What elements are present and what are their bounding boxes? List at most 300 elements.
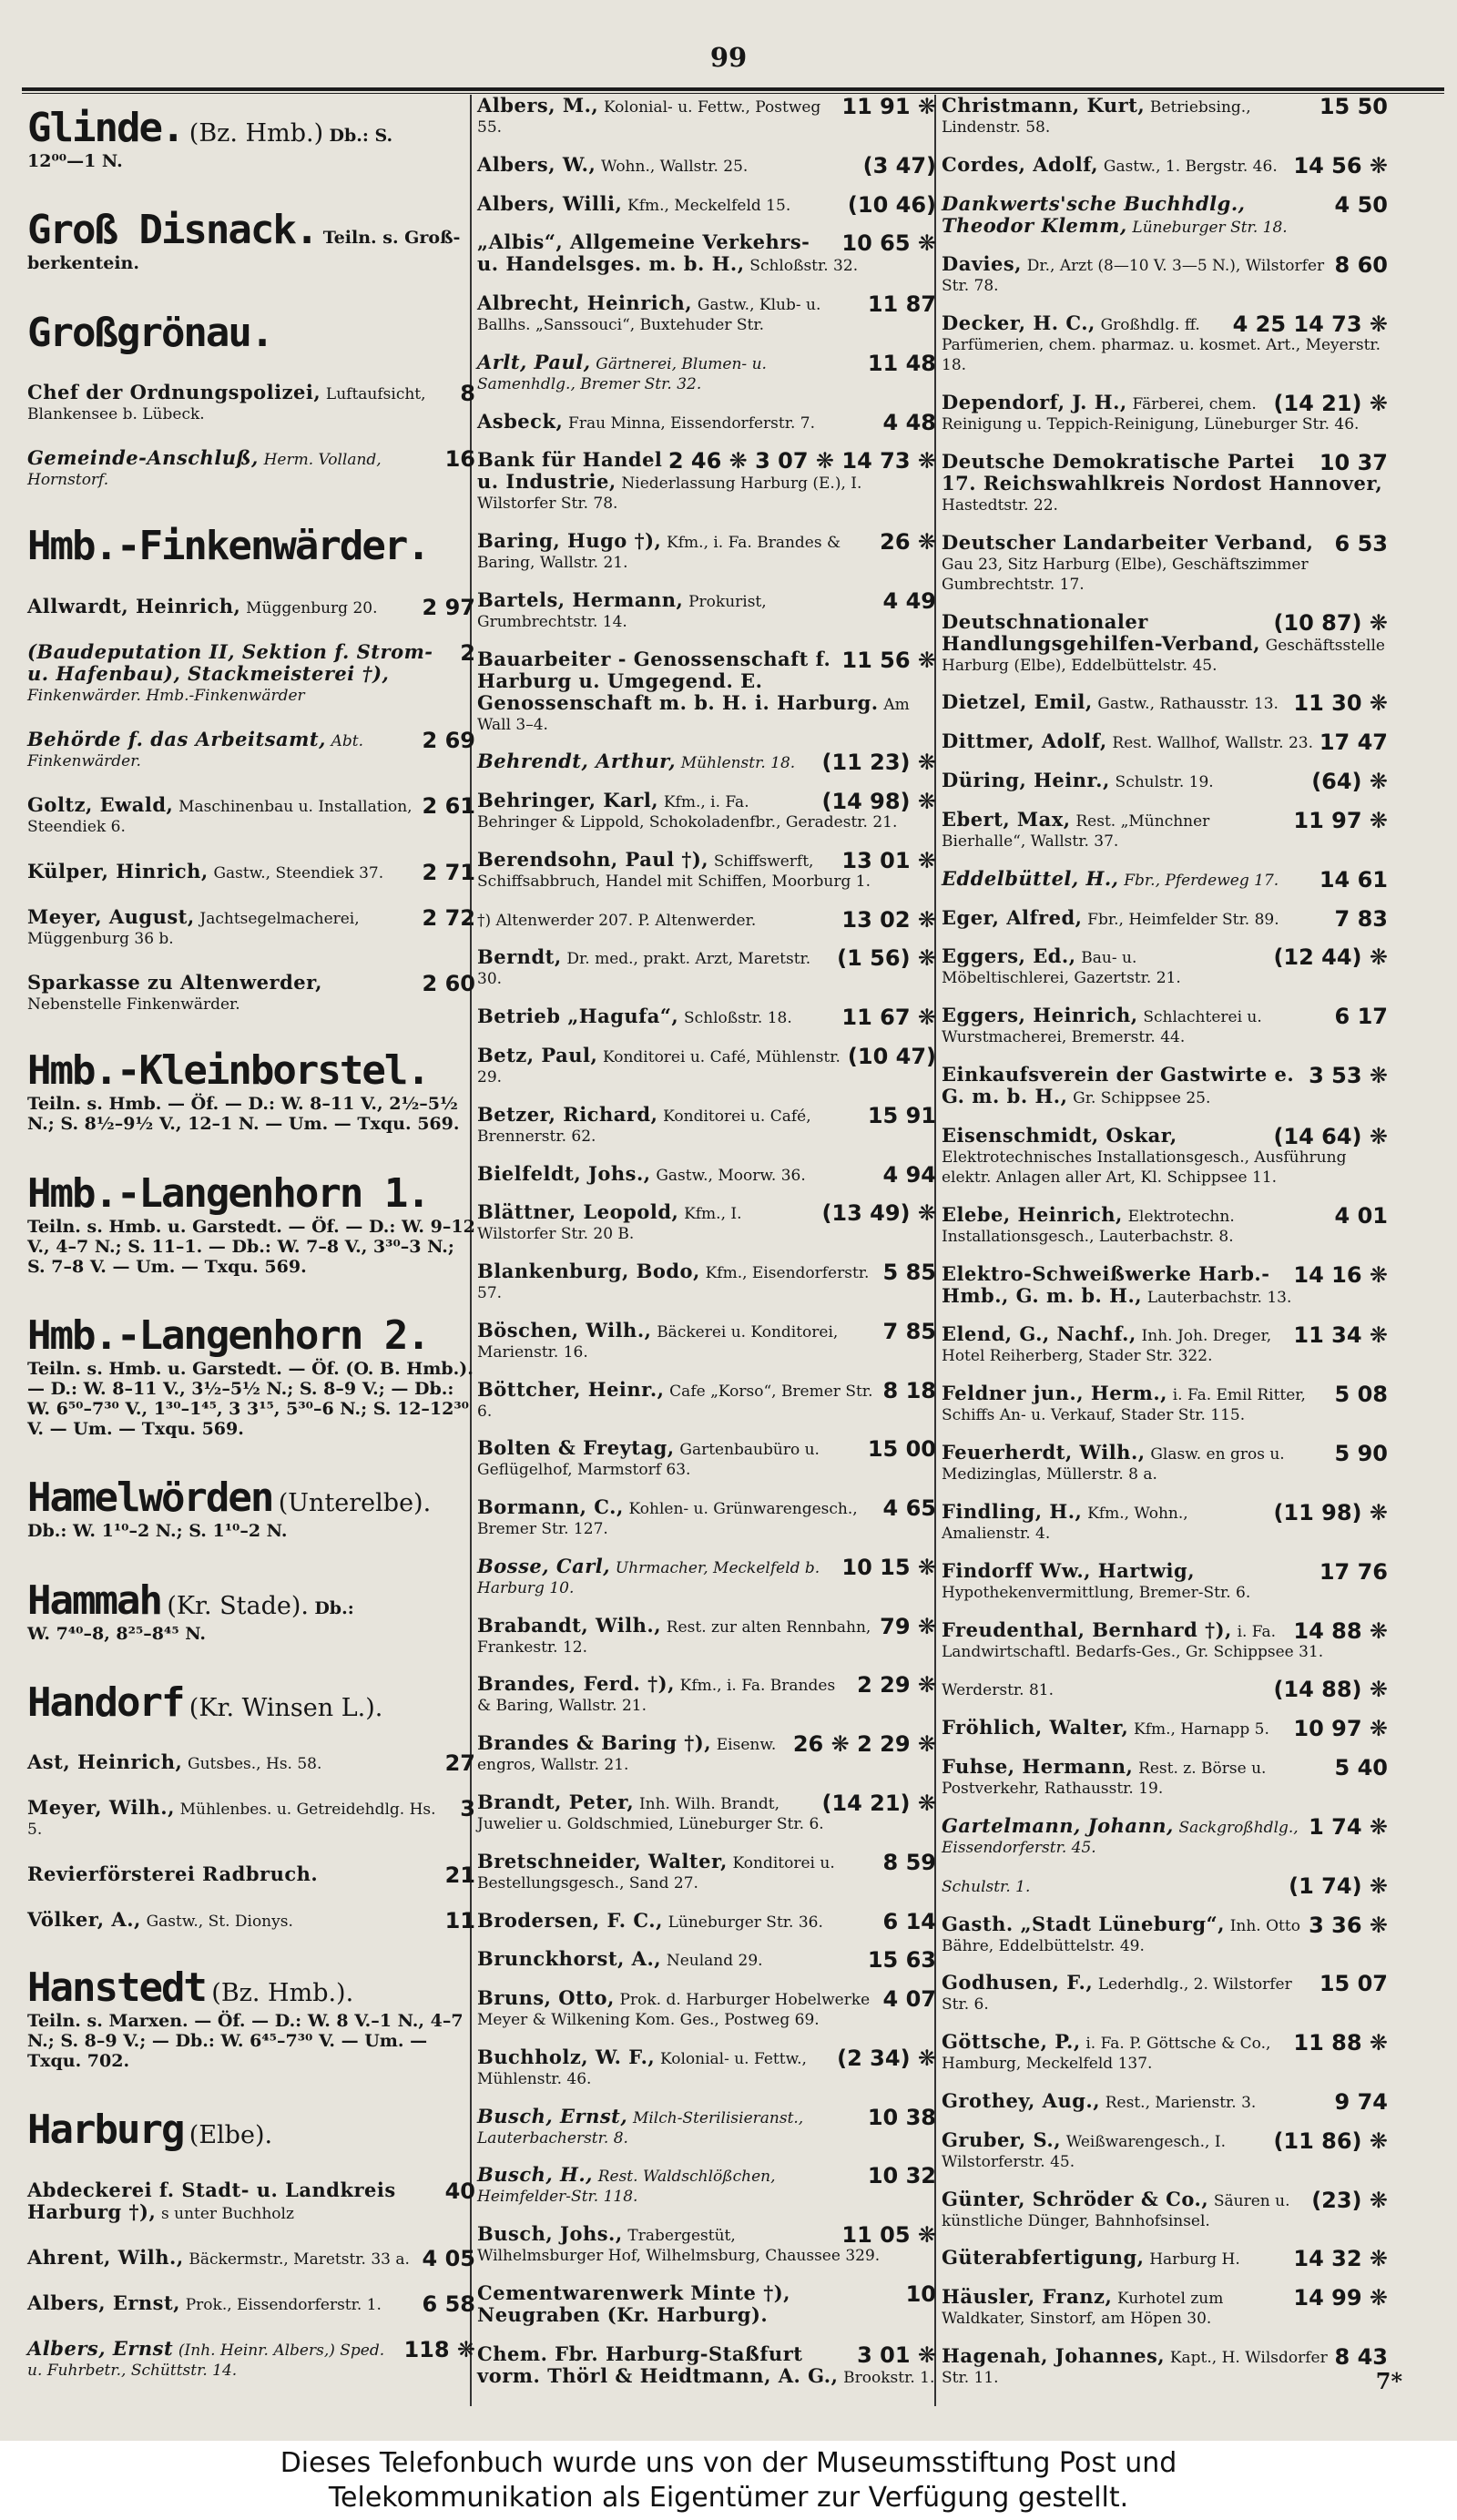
subscriber-details: Schulstr. 1. — [942, 1877, 1031, 1896]
subscriber-name: Cementwarenwerk Minte †), Neugraben (Kr. Harburg). — [477, 2280, 790, 2326]
directory-entry — [938, 532, 1391, 596]
subscriber-name: Davies, — [942, 252, 1022, 276]
directory-entry — [24, 1797, 479, 1841]
phone-number: 7 85 — [882, 1318, 936, 1344]
phone-number: 7 83 — [1334, 905, 1388, 932]
subscriber-details: Luftaufsicht, Blankensee b. Lübeck. — [27, 384, 426, 423]
directory-entry — [24, 1863, 479, 1887]
subscriber-name: Ebert, Max, — [942, 807, 1071, 831]
directory-entry — [474, 95, 940, 138]
subscriber-details: Jachtsegelmacherei, Müggenburg 36 b. — [27, 909, 360, 948]
subscriber-details: Kfm., Meckelfeld 15. — [627, 196, 791, 215]
subscriber-details: Prokurist, Grumbrechtstr. 14. — [477, 592, 767, 631]
subscriber-details: Harburg H. — [1149, 2250, 1240, 2270]
directory-entry — [474, 2223, 940, 2267]
subscriber-details: Rest. Waldschlößchen, Heimfelder-Str. 118. — [477, 2168, 776, 2207]
place-name: Groß Disnack. — [27, 207, 318, 254]
subscriber-details: Hastedtstr. 22. — [942, 495, 1058, 515]
phone-number: 4 49 — [882, 587, 936, 614]
subscriber-details: Am Wall 3–4. — [477, 695, 910, 734]
directory-entry — [938, 1756, 1391, 1800]
subscriber-details: Glasw. en gros u. Medizinglas, Müllerstr. 8 a. — [942, 1445, 1285, 1484]
phone-number: 11 34 ❋ — [1293, 1322, 1388, 1349]
directory-entry — [938, 1560, 1391, 1604]
directory-entry — [938, 2090, 1391, 2114]
subscriber-name: Arlt, Paul, — [477, 350, 591, 373]
subscriber-details: Gastw., Steendiek 37. — [213, 863, 384, 883]
directory-entry — [474, 449, 940, 515]
subscriber-name: Busch, H., — [477, 2163, 593, 2187]
subscriber-name: Albrecht, Heinrich, — [477, 291, 693, 315]
subscriber-details: Kfm., I. Wilstorfer Str. 20 B. — [477, 1205, 742, 1244]
place-region: (Kr. Stade). — [167, 1591, 309, 1620]
phone-number: 13 02 ❋ — [841, 906, 936, 933]
place-heading — [24, 513, 479, 573]
phone-number: 10 65 ❋ — [841, 230, 936, 257]
directory-entry — [474, 1615, 940, 1658]
subscriber-details: Kohlen- u. Grünwarengesch., Bremer Str. 127. — [477, 1500, 858, 1539]
subscriber-details: Rest. z. Börse u. Postverkehr, Rathausstr. 19. — [942, 1760, 1267, 1799]
subscriber-name: Eger, Alfred, — [942, 905, 1083, 929]
phone-number: 1 74 ❋ — [1309, 1813, 1388, 1840]
subscriber-name: Allwardt, Heinrich, — [27, 594, 241, 617]
subscriber-name: Baring, Hugo †), — [477, 529, 662, 553]
place-heading — [24, 1567, 479, 1648]
subscriber-name: Brabandt, Wilh., — [477, 1613, 662, 1637]
place-name: Hmb.-Langenhorn 1. — [27, 1169, 429, 1217]
phone-number: (3 47) — [862, 152, 936, 179]
directory-entry — [24, 382, 479, 425]
subscriber-name: Christmann, Kurt, — [942, 95, 1146, 117]
directory-entry — [474, 2343, 940, 2389]
column-2 — [474, 95, 940, 2404]
place-heading — [24, 1669, 479, 1729]
directory-entry — [474, 1496, 940, 1540]
subscriber-name: Bormann, C., — [477, 1495, 624, 1519]
subscriber-details: Gastw., St. Dionys. — [146, 1912, 293, 1931]
phone-number: 5 08 — [1334, 1382, 1388, 1408]
phone-number: (14 88) ❋ — [1273, 1677, 1388, 1703]
phone-number: 8 43 — [1334, 2344, 1388, 2371]
place-name: Hmb.-Langenhorn 2. — [27, 1311, 429, 1359]
subscriber-name: Hagenah, Johannes, — [942, 2344, 1166, 2368]
subscriber-details: Hypothekenvermittlung, Bremer-Str. 6. — [942, 1583, 1251, 1602]
place-name: Hmb.-Finkenwärder. — [27, 523, 429, 570]
footer-line-2: Telekommunikation als Eigentümer zur Verfügung gestellt. — [328, 2482, 1129, 2514]
directory-entry — [474, 1320, 940, 1363]
phone-number: 4 25 14 73 ❋ — [1232, 311, 1388, 338]
subscriber-details: Lederhdlg., 2. Wilstorfer Str. 6. — [942, 1975, 1292, 2015]
phone-number: (1 56) ❋ — [837, 945, 936, 972]
subscriber-details: Lauterbachstr. 13. — [1146, 1288, 1292, 1307]
directory-entry — [474, 849, 940, 893]
phone-number: 40 — [444, 2178, 475, 2204]
phone-number: 21 — [444, 1862, 475, 1888]
subscriber-details: Gastw., 1. Bergstr. 46. — [1103, 157, 1278, 176]
subscriber-details: Gastw., Rathausstr. 13. — [1097, 695, 1279, 714]
subscriber-name: Elebe, Heinrich, — [942, 1202, 1123, 1226]
subscriber-details: Gau 23, Sitz Harburg (Elbe), Geschäftszimmer Gumbrechtstr. 17. — [942, 555, 1309, 594]
place-name: Hamelwörden — [27, 1474, 273, 1522]
place-name: Hanstedt — [27, 1964, 206, 2012]
directory-entry — [938, 809, 1391, 852]
directory-entry — [474, 1732, 940, 1776]
subscriber-details: Bäckermstr., Maretstr. 33 a. — [188, 2250, 410, 2269]
phone-number: 2 71 — [422, 859, 475, 885]
subscriber-details: Neuland 29. — [666, 1952, 763, 1971]
directory-entry — [24, 861, 479, 884]
phone-number: 4 94 — [882, 1161, 936, 1188]
subscriber-name: Freudenthal, Bernhard †), — [942, 1617, 1232, 1641]
directory-entry — [474, 530, 940, 574]
subscriber-name: Buchholz, W. F., — [477, 2045, 656, 2068]
phone-number: 118 ❋ — [403, 2337, 475, 2363]
directory-entry — [24, 1909, 479, 1933]
subscriber-name: Gasth. „Stadt Lüneburg“, — [942, 1912, 1225, 1935]
directory-entry — [474, 352, 940, 395]
directory-entry — [938, 1125, 1391, 1189]
place-service-hours: Teiln. s. Hmb. u. Garstedt. — Öf. — D.: W. 9–12 V., 4–7 N.; S. 11–1. — Db.: W. 7–8 V., 3³⁰–3 N.; S. 7–8 V. — Um. — Txqu. 569. — [27, 1216, 475, 1277]
phone-number: (10 47) — [847, 1044, 936, 1070]
phone-number: 11 — [444, 1907, 475, 1933]
phone-number: 6 17 — [1334, 1004, 1388, 1030]
subscriber-details: Kurhotel zum Waldkater, Sinstorf, am Höpen 30. — [942, 2290, 1224, 2329]
directory-entry — [474, 411, 940, 434]
directory-entry — [938, 907, 1391, 931]
subscriber-details: Schulstr. 19. — [1115, 773, 1214, 792]
directory-entry — [474, 1201, 940, 1245]
place-service-hours: berkentein. — [27, 253, 139, 274]
subscriber-details: Kfm., Eisendorferstr. 57. — [477, 1264, 870, 1303]
subscriber-name: Betz, Paul, — [477, 1044, 598, 1067]
directory-entry — [474, 946, 940, 990]
subscriber-name: Bauarbeiter - Genossenschaft f. Harburg u. Umgegend. E. Genossenschaft m. b. H. i. Harburg. — [477, 647, 879, 714]
subscriber-name: Böschen, Wilh., — [477, 1318, 652, 1342]
phone-number: 8 59 — [882, 1849, 936, 1875]
subscriber-name: Ahrent, Wilh., — [27, 2245, 184, 2269]
subscriber-details: Rest. Wallhof, Wallstr. 23. — [1112, 734, 1313, 753]
subscriber-details: (Inh. Heinr. Albers,) Sped. u. Fuhrbetr., Schüttstr. 14. — [27, 2341, 385, 2381]
subscriber-name: Dietzel, Emil, — [942, 690, 1093, 714]
subscriber-details: Uhrmacher, Meckelfeld b. Harburg 10. — [477, 1558, 820, 1597]
subscriber-details: Maschinenbau u. Installation, Steendiek 6. — [27, 798, 413, 837]
phone-number: 10 15 ❋ — [841, 1554, 936, 1580]
directory-entry — [938, 1442, 1391, 1485]
directory-entry — [24, 2247, 479, 2270]
place-heading — [24, 1302, 479, 1443]
phone-number: 4 65 — [882, 1495, 936, 1522]
phone-number: 10 — [905, 2280, 936, 2307]
subscriber-name: Dependorf, J. H., — [942, 391, 1127, 414]
phone-number: 14 32 ❋ — [1293, 2246, 1388, 2272]
directory-entry — [474, 2164, 940, 2208]
subscriber-details: Elektrotechn. Installationsgesch., Lauterbachstr. 8. — [942, 1207, 1235, 1246]
subscriber-name: Deutscher Landarbeiter Verband, — [942, 530, 1314, 554]
subscriber-name: Fröhlich, Walter, — [942, 1716, 1129, 1740]
subscriber-details: Mühlenbes. u. Getreidehdlg. Hs. 5. — [27, 1801, 436, 1840]
directory-entry — [474, 1910, 940, 1933]
phone-number: 15 07 — [1319, 1971, 1388, 1997]
subscriber-name: Feldner jun., Herm., — [942, 1382, 1167, 1405]
subscriber-details: Dr., Arzt (8—10 V. 3—5 N.), Wilstorfer Str. 78. — [942, 257, 1325, 296]
phone-number: 27 — [444, 1750, 475, 1777]
directory-entry — [938, 1717, 1391, 1740]
directory-entry — [474, 2046, 940, 2090]
phone-number: (14 21) ❋ — [821, 1790, 936, 1816]
directory-entry — [24, 596, 479, 619]
subscriber-details: Mühlenstr. 18. — [680, 754, 796, 773]
phone-number: 10 38 — [867, 2104, 936, 2130]
phone-number: 10 32 — [867, 2163, 936, 2189]
subscriber-name: Albers, Ernst — [27, 2337, 174, 2361]
subscriber-name: Meyer, August, — [27, 904, 195, 928]
place-suffix: Db.: S. — [329, 126, 393, 146]
phone-number: (12 44) ❋ — [1273, 944, 1388, 971]
place-name: Hammah — [27, 1576, 161, 1624]
directory-entry — [474, 1791, 940, 1835]
subscriber-name: Behörde f. das Arbeitsamt, — [27, 728, 326, 751]
phone-number: 4 07 — [882, 1986, 936, 2013]
phone-number: 14 56 ❋ — [1293, 152, 1388, 179]
subscriber-name: Dittmer, Adolf, — [942, 729, 1107, 753]
subscriber-name: Busch, Ernst, — [477, 2104, 628, 2127]
subscriber-name: Bartels, Hermann, — [477, 587, 684, 611]
subscriber-details: Gastw., Moorw. 36. — [656, 1166, 806, 1185]
subscriber-name: Behrendt, Arthur, — [477, 750, 677, 773]
phone-number: 5 40 — [1334, 1755, 1388, 1781]
directory-entry — [24, 2338, 479, 2382]
phone-number: 3 — [460, 1796, 475, 1822]
subscriber-details: Schiffswerft, Schiffsabbruch, Handel mit Schiffen, Moorburg 1. — [477, 852, 871, 891]
directory-entry — [938, 730, 1391, 754]
subscriber-name: Einkaufsverein der Gastwirte e. G. m. b. H., — [942, 1063, 1295, 1108]
directory-entry — [474, 750, 940, 774]
directory-entry — [474, 1948, 940, 1972]
subscriber-details: Frau Minna, Eissendorferstr. 7. — [568, 413, 816, 433]
subscriber-name: Albers, Ernst, — [27, 2291, 180, 2315]
subscriber-details: Gr. Schippsee 25. — [1073, 1089, 1211, 1108]
subscriber-details: Kfm., Wohn., Amalienstr. 4. — [942, 1504, 1188, 1543]
directory-entry — [24, 641, 479, 707]
subscriber-name: Feuerherdt, Wilh., — [942, 1441, 1146, 1464]
directory-entry — [474, 589, 940, 633]
phone-number: (13 49) ❋ — [821, 1200, 936, 1227]
place-name: Harburg — [27, 2107, 184, 2154]
subscriber-details: Wohn., Wallstr. 25. — [601, 157, 749, 176]
phone-number: 11 87 — [867, 291, 936, 318]
phone-number: (1 74) ❋ — [1289, 1872, 1388, 1899]
place-service-hours: Db.: W. 1¹⁰–2 N.; S. 1¹⁰–2 N. — [27, 1521, 288, 1542]
directory-entry — [938, 1005, 1391, 1048]
subscriber-details: i. Fa. Emil Ritter, Schiffs An- u. Verkauf, Stader Str. 115. — [942, 1386, 1306, 1425]
place-heading — [24, 1160, 479, 1280]
subscriber-name: Berendsohn, Paul †), — [477, 847, 709, 871]
subscriber-name: Findling, H., — [942, 1499, 1083, 1523]
subscriber-name: Grothey, Aug., — [942, 2088, 1101, 2112]
subscriber-details: Brookstr. 1. — [843, 2368, 935, 2387]
phone-number: 4 01 — [1334, 1202, 1388, 1229]
subscriber-name: Goltz, Ewald, — [27, 793, 174, 817]
subscriber-details: Prok., Eissendorferstr. 1. — [185, 2296, 382, 2315]
phone-number: 10 97 ❋ — [1293, 1716, 1388, 1742]
place-service-hours: 12⁰⁰—1 N. — [27, 151, 123, 171]
subscriber-name: Eddelbüttel, H., — [942, 866, 1119, 890]
directory-entry — [474, 1045, 940, 1088]
subscriber-name: Bank für Handel u. Industrie, — [477, 448, 663, 494]
footer-line-1: Dieses Telefonbuch wurde uns von der Museumsstiftung Post und — [280, 2447, 1177, 2479]
directory-entry — [938, 253, 1391, 297]
directory-entry — [938, 1874, 1391, 1898]
place-region: (Unterelbe). — [278, 1489, 432, 1518]
phone-number: 6 53 — [1334, 530, 1388, 556]
directory-entry — [24, 794, 479, 838]
subscriber-name: Gartelmann, Johann, — [942, 1813, 1174, 1837]
place-region: (Elbe). — [188, 2121, 273, 2150]
subscriber-details: Milch-Sterilisieranst., Lauterbacherstr. 8. — [477, 2108, 804, 2148]
directory-entry — [474, 2106, 940, 2149]
phone-number: (10 87) ❋ — [1273, 609, 1388, 636]
phone-number: 17 47 — [1319, 729, 1388, 756]
header-rule — [22, 87, 1444, 94]
subscriber-details: i. Fa. P. Göttsche & Co., Hamburg, Meckelfeld 137. — [942, 2035, 1271, 2074]
place-heading — [24, 197, 479, 277]
directory-entry — [474, 908, 940, 932]
phone-number: 2 97 — [422, 594, 475, 620]
subscriber-name: Sparkasse zu Altenwerder, — [27, 971, 322, 995]
place-name: Handorf — [27, 1678, 184, 1726]
subscriber-name: Abdeckerei f. Stadt- u. Landkreis Harburg †), — [27, 2178, 396, 2223]
subscriber-details: Konditorei u. Café, Mühlenstr. 29. — [477, 1048, 841, 1087]
directory-entry — [938, 2345, 1391, 2389]
place-service-hours: W. 7⁴⁰–8, 8²⁵–8⁴⁵ N. — [27, 1623, 207, 1644]
phone-number: 3 53 ❋ — [1309, 1063, 1388, 1089]
phone-number: 9 74 — [1334, 2088, 1388, 2115]
column-1 — [24, 95, 479, 2404]
directory-entry — [24, 2179, 479, 2225]
subscriber-name: Bosse, Carl, — [477, 1554, 611, 1577]
subscriber-details: Inh. Wilh. Brandt, Juwelier u. Goldschmied, Lüneburger Str. 6. — [477, 1794, 824, 1833]
directory-entry — [938, 1323, 1391, 1367]
phone-number: (11 23) ❋ — [821, 750, 936, 776]
subscriber-name: Revierförsterei Radbruch. — [27, 1862, 319, 1885]
subscriber-details: Niederlassung Harburg (E.), I. Wilstorfer Str. 78. — [477, 474, 862, 514]
subscriber-name: Berndt, — [477, 945, 562, 969]
subscriber-details: Säuren u. künstliche Dünger, Bahnhofsinsel. — [942, 2191, 1290, 2230]
subscriber-details: Rest., Marienstr. 3. — [1105, 2093, 1257, 2112]
place-service-hours: Teiln. s. Hmb. u. Garstedt. — Öf. (O. B. Hmb.). — D.: W. 8–11 V., 3½–5½ N.; S. 8–9 V.; — Db.: W. 6⁵⁰–7³⁰ V., 1³⁰–1⁴⁵, 3 3¹⁵, 5³⁰–6 N.; S. 12–12³⁰ V. — Um. — Txqu. 569. — [27, 1358, 474, 1439]
place-region: (Bz. Hmb.) — [188, 119, 324, 148]
subscriber-details: Kfm., i. Fa. Behringer & Lippold, Schokoladenfbr., Geradestr. 21. — [477, 793, 898, 832]
phone-number: 14 88 ❋ — [1293, 1617, 1388, 1644]
directory-entry — [474, 1673, 940, 1717]
directory-entry — [938, 2247, 1391, 2270]
subscriber-details: Weißwarengesch., I. Wilstorferstr. 45. — [942, 2132, 1226, 2171]
phone-number: (64) ❋ — [1311, 769, 1388, 795]
phone-number: (10 46) — [847, 191, 936, 218]
signature-mark: 7* — [1375, 2368, 1402, 2394]
subscriber-name: Dankwerts'sche Buchhdlg., Theodor Klemm, — [942, 191, 1246, 237]
directory-entry — [938, 154, 1391, 178]
subscriber-details: Konditorei u. Bestellungsgesch., Sand 27. — [477, 1853, 835, 1893]
subscriber-name: Häusler, Franz, — [942, 2285, 1113, 2309]
directory-entry — [474, 1260, 940, 1304]
subscriber-name: Eggers, Ed., — [942, 944, 1076, 968]
subscriber-details: Finkenwärder. Hmb.-Finkenwärder — [27, 686, 305, 705]
subscriber-details: Lüneburger Str. 36. — [667, 1913, 823, 1932]
subscriber-name: Brandes, Ferd. †), — [477, 1672, 675, 1696]
phone-number: 5 85 — [882, 1260, 936, 1286]
phone-number: 11 56 ❋ — [841, 647, 936, 673]
directory-entry — [938, 770, 1391, 793]
phone-number: 8 — [460, 380, 475, 406]
subscriber-name: Göttsche, P., — [942, 2030, 1081, 2054]
subscriber-details: Fbr., Heimfelder Str. 89. — [1087, 910, 1279, 929]
phone-number: 4 48 — [882, 409, 936, 435]
subscriber-name: Betzer, Richard, — [477, 1102, 658, 1126]
subscriber-name: Brandes & Baring †), — [477, 1731, 712, 1755]
subscriber-details: Konditorei u. Café, Brennerstr. 62. — [477, 1107, 811, 1146]
subscriber-name: Blättner, Leopold, — [477, 1200, 679, 1224]
subscriber-details: Prok. d. Harburger Hobelwerke Meyer & Wilkening Kom. Ges., Postweg 69. — [477, 1991, 871, 2030]
place-region: (Bz. Hmb.). — [211, 1979, 354, 2008]
directory-entry — [474, 648, 940, 736]
directory-entry — [938, 312, 1391, 376]
subscriber-name: Chem. Fbr. Harburg-Staßfurt vorm. Thörl & Heidtmann, A. G., — [477, 2341, 839, 2387]
place-service-hours: Teiln. s. Marxen. — Öf. — D.: W. 8 V.–1 N., 4–7 N.; S. 8–9 V.; — Db.: W. 6⁴⁵–7³⁰ V. — Um. — Txqu. 702. — [27, 2011, 464, 2072]
subscriber-name: Blankenburg, Bodo, — [477, 1260, 700, 1283]
directory-entry — [938, 392, 1391, 435]
phone-number: 2 — [460, 639, 475, 666]
phone-number: 3 01 ❋ — [857, 2341, 936, 2368]
directory-entry — [474, 1437, 940, 1481]
directory-entry — [24, 972, 479, 1015]
subscriber-name: Albers, W., — [477, 152, 596, 176]
subscriber-name: Chef der Ordnungspolizei, — [27, 380, 321, 403]
phone-number: 2 69 — [422, 728, 475, 754]
subscriber-details: Bäckerei u. Konditorei, Marienstr. 16. — [477, 1322, 839, 1362]
directory-entry — [938, 1064, 1391, 1109]
subscriber-name: Albers, Willi, — [477, 191, 623, 215]
subscriber-name: Gruber, S., — [942, 2127, 1062, 2151]
directory-entry — [938, 691, 1391, 715]
phone-number: 8 18 — [882, 1377, 936, 1403]
subscriber-details: Rest. „Münchner Bierhalle“, Wallstr. 37. — [942, 811, 1210, 851]
place-heading — [24, 1954, 479, 2075]
directory-entry — [938, 95, 1391, 138]
directory-entry — [474, 1005, 940, 1029]
subscriber-details: Bau- u. Möbeltischlerei, Gazertstr. 21. — [942, 949, 1181, 988]
subscriber-name: Külper, Hinrich, — [27, 859, 209, 883]
subscriber-details: Betriebsing., Lindenstr. 58. — [942, 98, 1251, 137]
subscriber-name: Brunckhorst, A., — [477, 1947, 662, 1971]
subscriber-details: Gastw., Klub- u. Ballhs. „Sanssouci“, Buxtehuder Str. — [477, 296, 821, 335]
place-heading — [24, 300, 479, 360]
directory-entry — [938, 1619, 1391, 1663]
subscriber-name: Findorff Ww., Hartwig, — [942, 1558, 1196, 1582]
directory-entry — [24, 729, 479, 772]
subscriber-details: Gärtnerei, Blumen- u. Samenhdlg., Bremer Str. 32. — [477, 354, 767, 393]
directory-entry — [474, 231, 940, 277]
subscriber-name: Fuhse, Hermann, — [942, 1755, 1134, 1779]
subscriber-name: Albers, M., — [477, 95, 599, 117]
phone-number: 11 91 ❋ — [841, 95, 936, 119]
phone-number: 2 29 ❋ — [857, 1672, 936, 1699]
ownership-footer — [0, 2441, 1457, 2520]
directory-entry — [938, 868, 1391, 892]
directory-entry — [938, 1972, 1391, 2015]
subscriber-name: Völker, A., — [27, 1907, 141, 1931]
directory-entry — [938, 1678, 1391, 1701]
